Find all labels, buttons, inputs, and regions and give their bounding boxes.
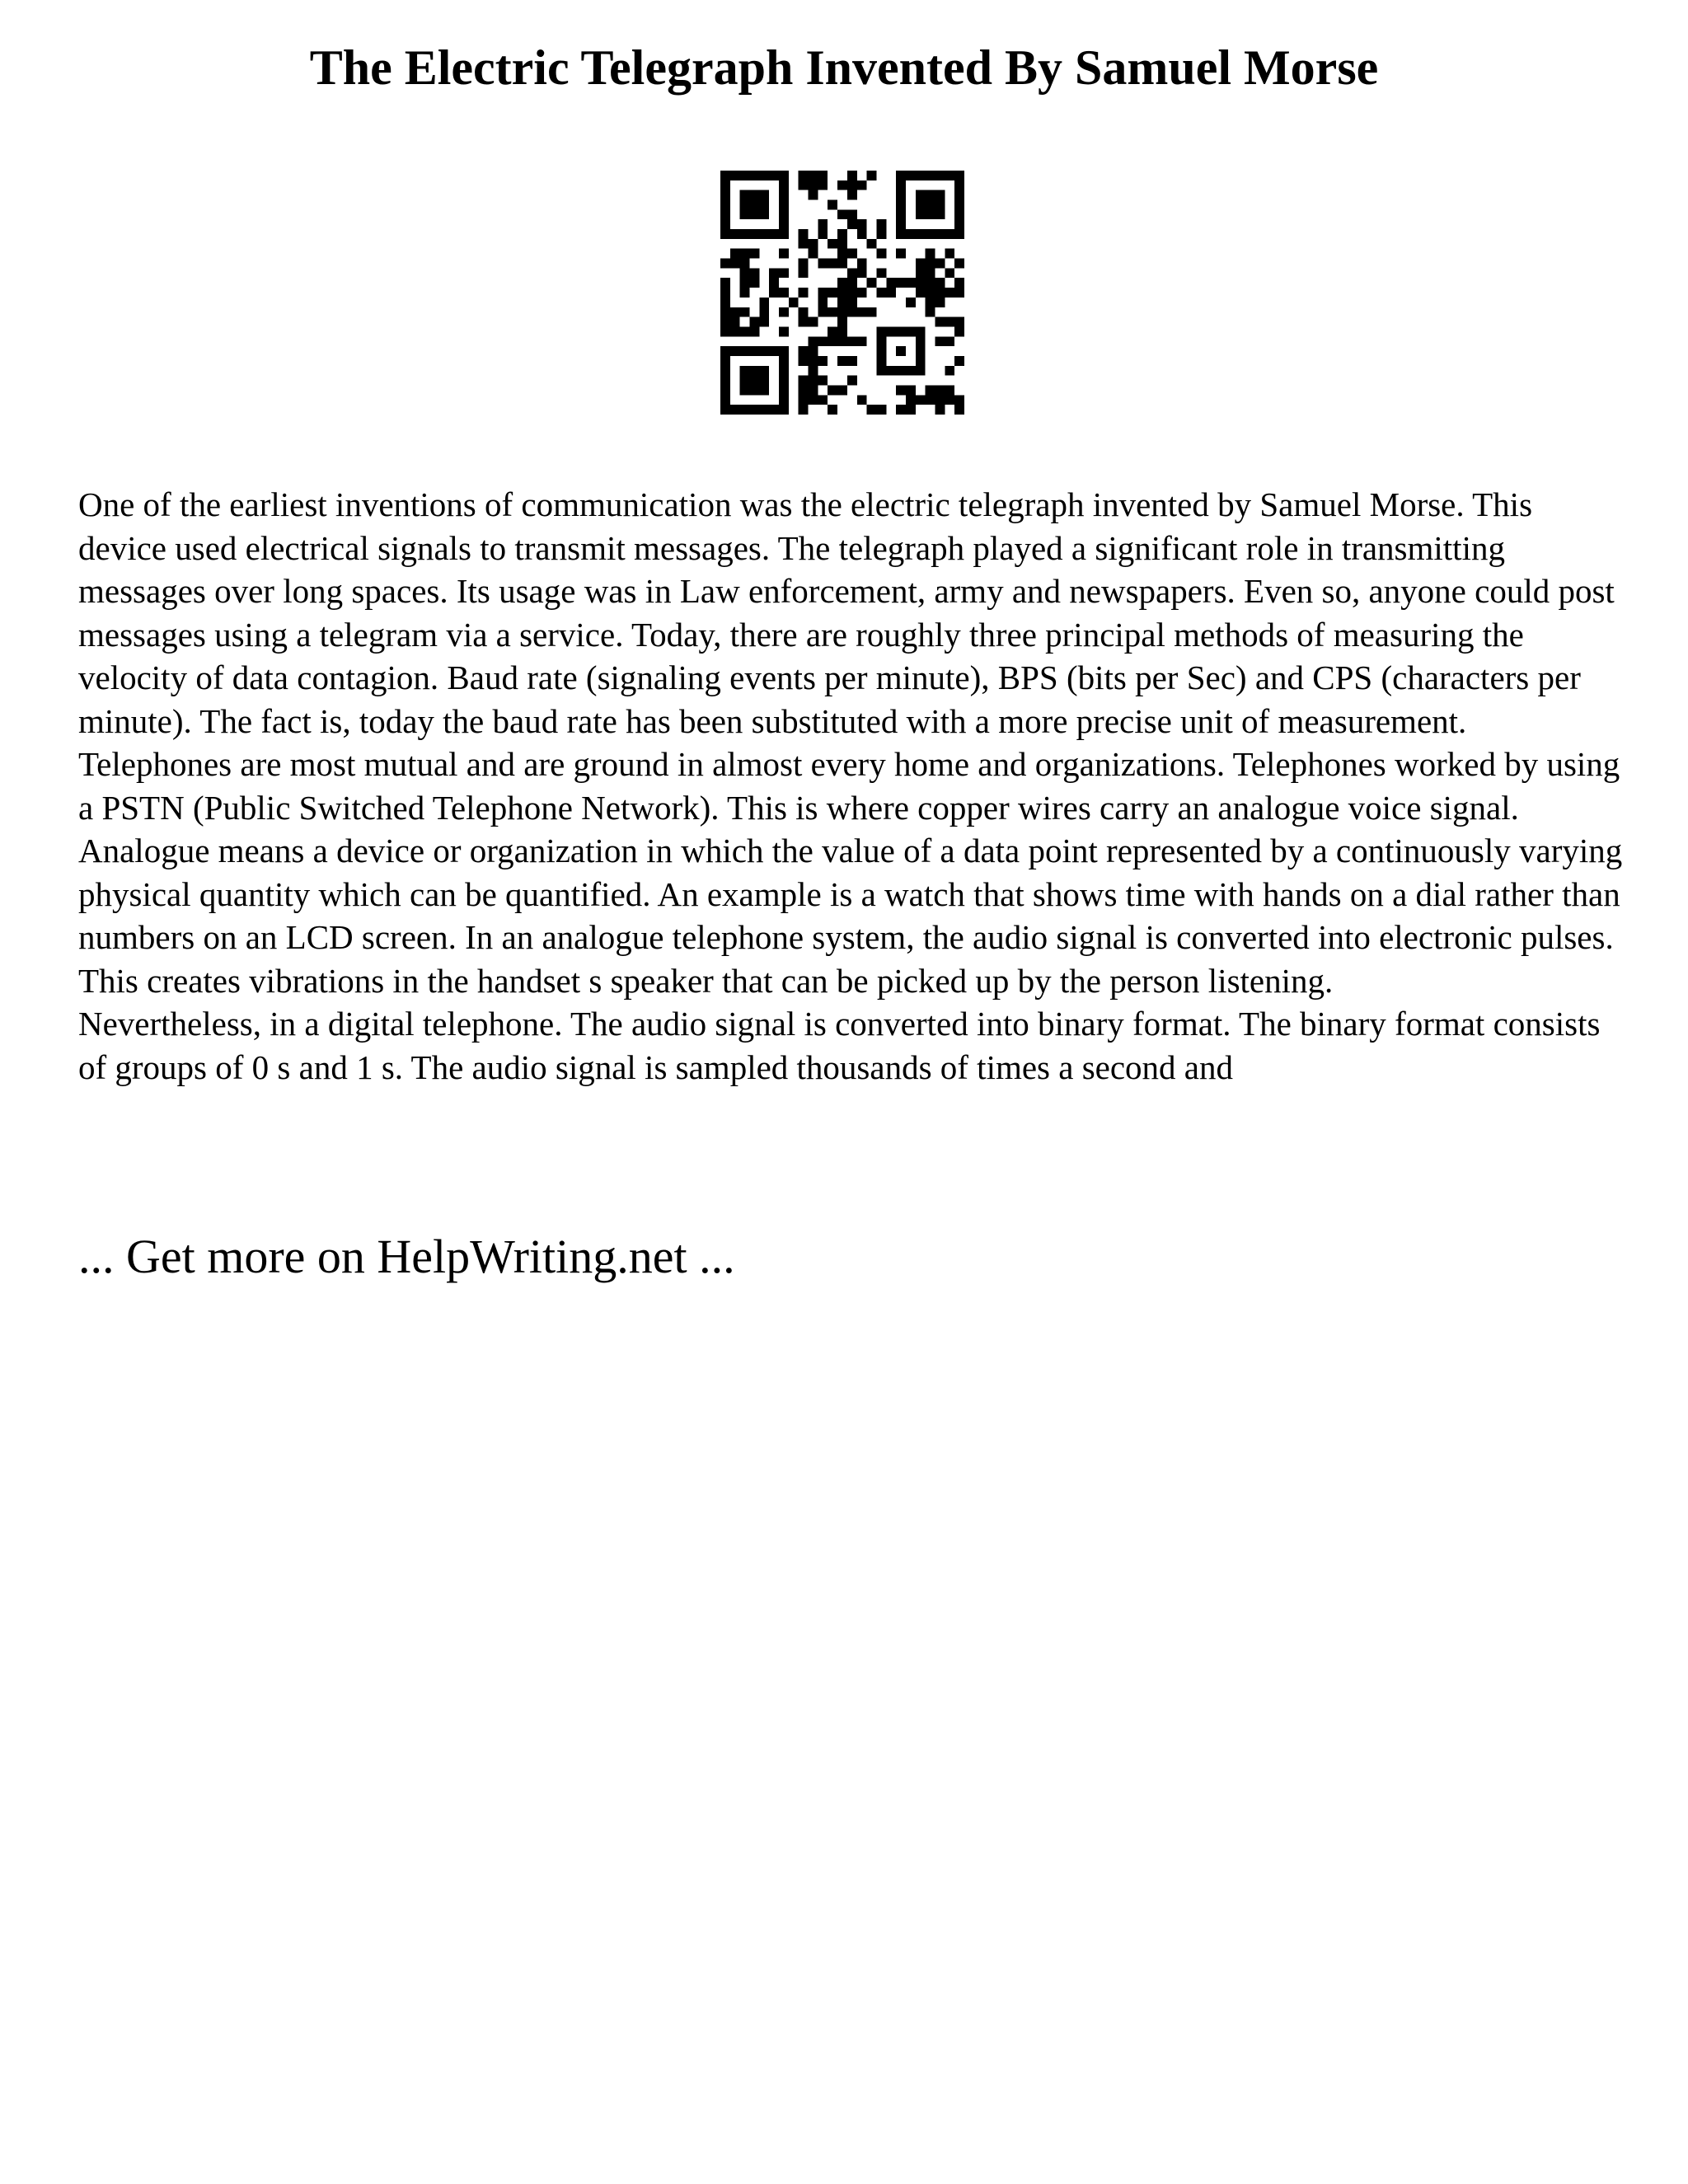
paragraph: Telephones are most mutual and are ground in almost every home and organizations. Telephones worked by using a PSTN (Public Switched Telephone Network). This is where copper wires carry an analogue voice signal. Analogue means a device or organization in which the value of a data point represented by a continuously varying physical quantity which can be quantified. An example is a watch that shows time with hands on a dial rather than numbers on an LCD screen. In an analogue telephone system, the audio signal is converted into electronic pulses. This creates vibrations in the handset s speaker that can be picked up by the person listening. bbox=[78, 745, 1623, 1000]
page-title: The Electric Telegraph Invented By Samuel Morse bbox=[309, 40, 1379, 95]
get-more-link[interactable]: ... Get more on HelpWriting.net ... bbox=[78, 1230, 735, 1283]
paragraph: One of the earliest inventions of communication was the electric telegraph invented by Samuel Morse. This device used electrical signals to transmit messages. The telegraph played a significant role in transmitting messages over long spaces. Its usage was in Law enforcement, army and newspapers. Even so, anyone could post messages using a telegram via a service. Today, there are roughly three principal methods of measuring the velocity of data contagion. Baud rate (signaling events per minute), BPS (bits per Sec) and CPS (characters per minute). The fact is, today the baud rate has been substituted with a more precise unit of measurement. bbox=[78, 485, 1615, 740]
qr-code-icon bbox=[720, 171, 964, 415]
paragraph: Nevertheless, in a digital telephone. The audio signal is converted into binary format. The binary format consists of groups of 0 s and 1 s. The audio signal is sampled thousands of times a second and bbox=[78, 1005, 1601, 1086]
article-body bbox=[78, 483, 1628, 1089]
